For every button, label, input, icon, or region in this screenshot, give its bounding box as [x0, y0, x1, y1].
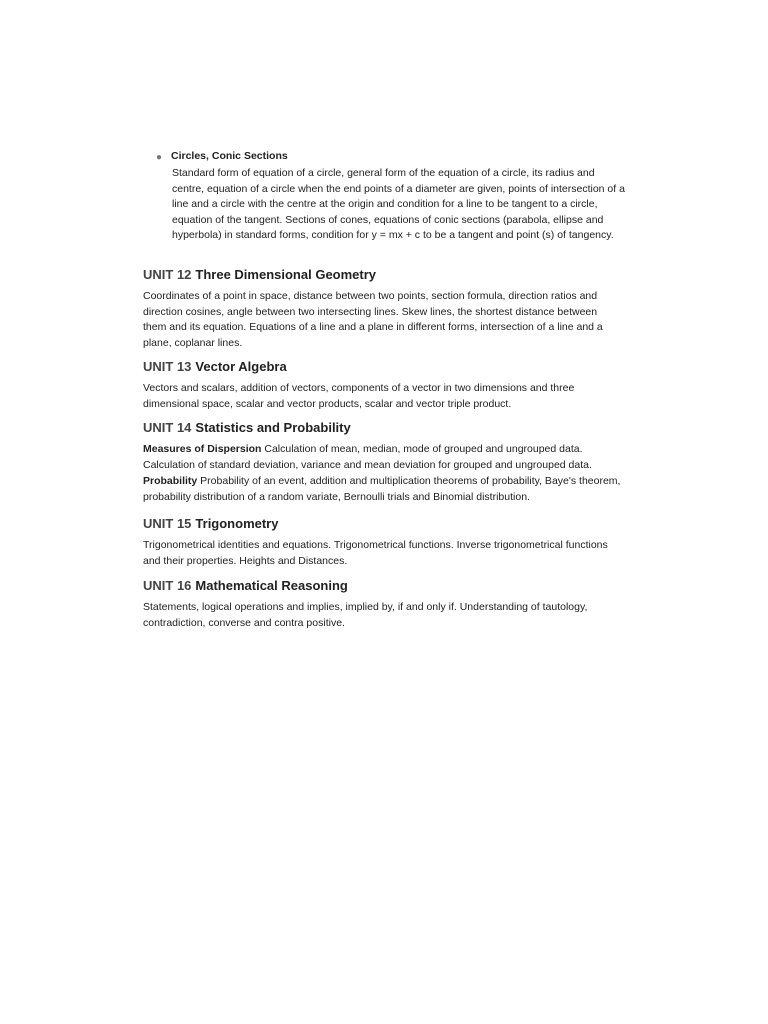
unit-number: UNIT 14 [143, 420, 192, 435]
bullet-icon: ● [156, 152, 163, 163]
unit-15-section [143, 516, 623, 569]
unit-number: UNIT 12 [143, 267, 192, 282]
circles-conic-sections-topic [156, 149, 626, 244]
unit-description: Coordinates of a point in space, distance between two points, section formula, direction ratios and direction cosines, angle between two intersecting lines. Skew lines, the shortest distance between them and its equation. Equations of a line and a plane in different forms, intersection of a line and a plane, coplanar lines. [143, 290, 603, 349]
topic-description: Standard form of equation of a circle, general form of the equation of a circle, its radius and centre, equation of a circle when the end points of a diameter are given, points of intersection of a line and a circle with the centre at the origin and condition for a line to be tangent to a circle, equation of the tangent. Sections of cones, equations of conic sections (parabola, ellipse and hyperbola) in standard forms, condition for y = mx + c to be a tangent and point (s) of tangency. [172, 167, 625, 241]
probability-paragraph [143, 474, 623, 505]
dispersion-paragraph [143, 442, 623, 473]
unit-16-section [143, 578, 623, 631]
unit-heading [143, 359, 623, 375]
unit-12-section [143, 267, 623, 351]
unit-description: Statements, logical operations and implies, implied by, if and only if. Understanding of tautology, contradiction, converse and contra positive. [143, 601, 588, 629]
unit-title: Statistics and Probability [195, 420, 351, 435]
unit-title: Trigonometry [195, 516, 279, 531]
unit-title: Three Dimensional Geometry [195, 267, 377, 282]
unit-number: UNIT 15 [143, 516, 192, 531]
unit-title: Vector Algebra [195, 359, 287, 374]
unit-number: UNIT 13 [143, 359, 192, 374]
dispersion-text: Calculation of mean, median, mode of grouped and ungrouped data. Calculation of standard deviation, variance and mean deviation for grouped and ungrouped data. [143, 443, 592, 471]
unit-number: UNIT 16 [143, 578, 192, 593]
unit-13-section [143, 359, 623, 412]
dispersion-label: Measures of Dispersion [143, 443, 262, 455]
unit-description: Trigonometrical identities and equations. Trigonometrical functions. Inverse trigonometrical functions and their properties. Heights and Distances. [143, 539, 608, 567]
probability-text: Probability of an event, addition and multiplication theorems of probability, Baye's theorem, probability distribution of a random variate, Bernoulli trials and Binomial distribution. [143, 475, 621, 503]
unit-14-section [143, 420, 623, 505]
unit-heading [143, 267, 623, 283]
unit-heading [143, 420, 623, 436]
unit-description: Vectors and scalars, addition of vectors, components of a vector in two dimensions and three dimensional space, scalar and vector products, scalar and vector triple product. [143, 382, 575, 410]
unit-title: Mathematical Reasoning [195, 578, 348, 593]
unit-heading [143, 578, 623, 594]
topic-title: Circles, Conic Sections [171, 150, 288, 162]
unit-heading [143, 516, 623, 532]
probability-label: Probability [143, 475, 198, 487]
